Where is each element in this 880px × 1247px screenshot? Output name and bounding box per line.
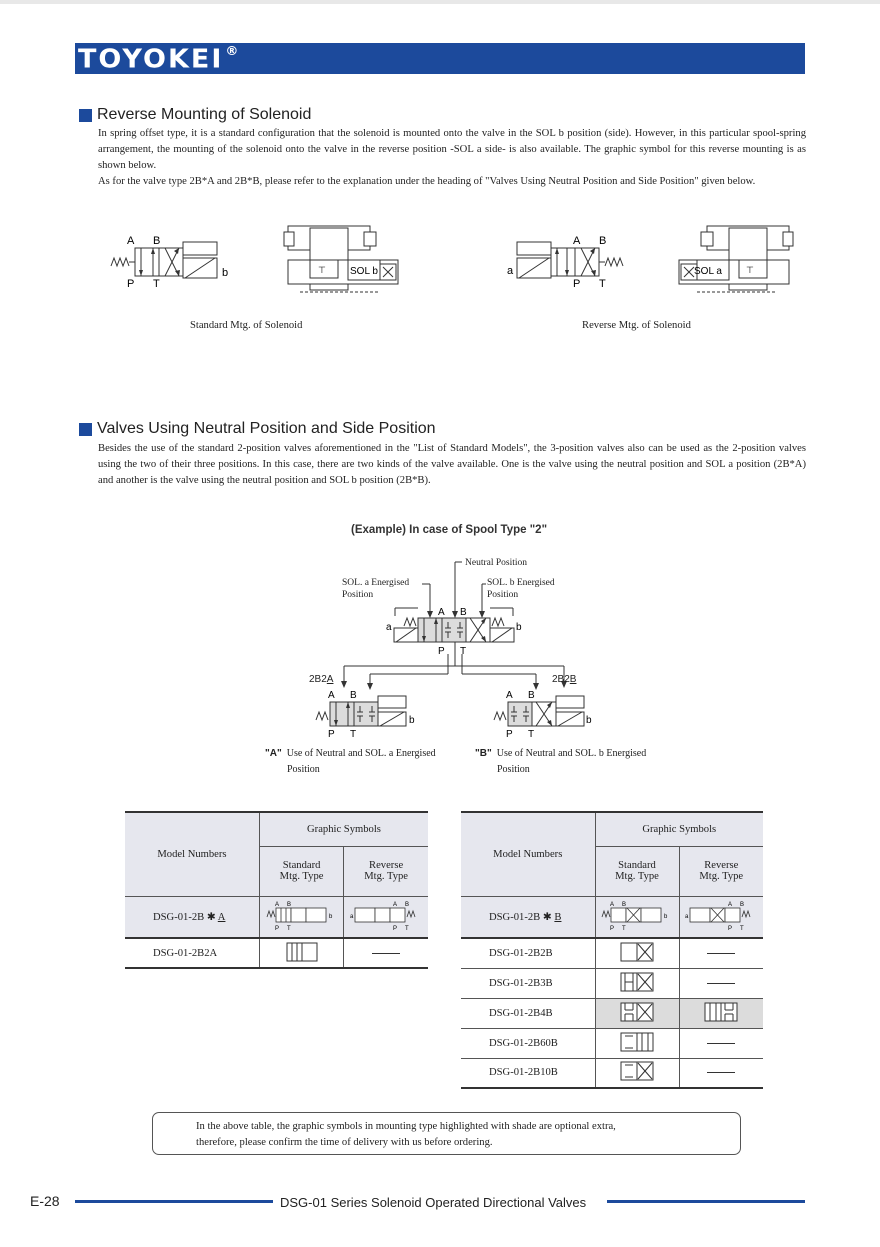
reverse-symbol-cell bbox=[344, 938, 428, 968]
svg-text:P: P bbox=[274, 926, 279, 932]
reverse-symbol-cell bbox=[679, 896, 763, 938]
table-row-model: DSG-01-2B3B bbox=[461, 968, 595, 998]
sol-a-energised-label: SOL. a Energised Position bbox=[342, 578, 410, 600]
svg-text:B: B bbox=[405, 902, 410, 909]
not-available-dash bbox=[707, 983, 735, 984]
svg-text:B: B bbox=[599, 235, 607, 247]
reverse-mounting-drawing bbox=[672, 224, 797, 300]
svg-text:⊤: ⊤ bbox=[746, 265, 754, 275]
svg-text:SOL b: SOL b bbox=[350, 266, 378, 277]
optional-extra-note: In the above table, the graphic symbols in mounting type highlighted with shade are optional extra, therefore, please confirm the time of delivery with us before ordering. bbox=[152, 1112, 741, 1155]
svg-text:b: b bbox=[516, 622, 522, 633]
table-row-header-model: DSG-01-2B ✱ B bbox=[461, 896, 595, 938]
heading-square-icon bbox=[79, 423, 92, 436]
valve-symbol-icon bbox=[620, 1060, 654, 1082]
svg-text:P: P bbox=[610, 926, 615, 932]
svg-text:A: A bbox=[328, 690, 335, 701]
svg-text:T: T bbox=[350, 729, 357, 740]
svg-text:A: A bbox=[127, 235, 135, 247]
svg-text:T: T bbox=[460, 646, 467, 657]
standard-symbol-cell bbox=[259, 938, 343, 968]
svg-text:B: B bbox=[740, 902, 745, 909]
col-standard-mtg: Standard Mtg. Type bbox=[259, 846, 343, 896]
svg-text:b: b bbox=[409, 715, 415, 726]
neutral-position-label: Neutral Position bbox=[465, 558, 528, 568]
svg-text:⊤: ⊤ bbox=[318, 265, 326, 275]
not-available-dash bbox=[372, 953, 400, 954]
valve-symbol-icon bbox=[265, 899, 339, 931]
col-model-numbers: Model Numbers bbox=[461, 812, 595, 896]
svg-text:B: B bbox=[350, 690, 357, 701]
valve-symbol-icon bbox=[620, 1001, 654, 1023]
svg-text:T: T bbox=[599, 278, 606, 290]
svg-text:b: b bbox=[664, 914, 668, 921]
paragraph: In spring offset type, it is a standard configuration that the solenoid is mounted onto the valve in the SOL b position (side). However, in this particular spool-spring arrangement, the mounting of the solenoid onto the valve in the reverse position -SOL a side- is also available. The graphic symbol for this reverse mounting is as shown below. bbox=[98, 128, 806, 171]
col-model-numbers: Model Numbers bbox=[125, 812, 259, 896]
reverse-symbol-cell bbox=[344, 896, 428, 938]
valve-symbol-icon bbox=[286, 941, 318, 963]
svg-text:T: T bbox=[153, 278, 160, 290]
svg-text:P: P bbox=[573, 278, 581, 290]
svg-text:P: P bbox=[328, 729, 335, 740]
svg-text:b: b bbox=[222, 267, 229, 279]
not-available-dash bbox=[707, 1072, 735, 1073]
svg-text:a: a bbox=[350, 914, 354, 921]
svg-text:B: B bbox=[286, 902, 291, 909]
footer-title: DSG-01 Series Solenoid Operated Directional Valves bbox=[280, 1195, 587, 1210]
svg-text:A: A bbox=[573, 235, 581, 247]
standard-symbol-cell bbox=[595, 1028, 679, 1058]
footer-rule-right bbox=[607, 1200, 805, 1203]
brand-logo: TOYOKEI ® bbox=[78, 44, 239, 75]
valve-symbol-icon bbox=[684, 899, 758, 931]
svg-text:b: b bbox=[586, 715, 592, 726]
col-graphic-symbols: Graphic Symbols bbox=[595, 812, 763, 846]
svg-text:a: a bbox=[386, 622, 392, 633]
not-available-dash bbox=[707, 1043, 735, 1044]
valve-symbol-icon bbox=[620, 971, 654, 993]
valve-symbol-icon bbox=[704, 1001, 738, 1023]
heading-square-icon bbox=[79, 109, 92, 122]
reverse-mounting-symbol bbox=[505, 228, 635, 292]
svg-text:A: A bbox=[506, 690, 513, 701]
standard-mounting-caption: Standard Mtg. of Solenoid bbox=[190, 320, 303, 331]
standard-symbol-cell bbox=[595, 998, 679, 1028]
section-neutral-position-text bbox=[98, 441, 806, 489]
table-row-model: DSG-01-2B60B bbox=[461, 1028, 595, 1058]
standard-symbol-cell bbox=[595, 896, 679, 938]
svg-text:P: P bbox=[438, 646, 445, 657]
model-2b2a-label: 2B2A bbox=[309, 674, 334, 685]
svg-text:b: b bbox=[328, 914, 332, 921]
reverse-mounting-caption: Reverse Mtg. of Solenoid bbox=[582, 320, 691, 331]
section-reverse-mounting-heading: Reverse Mounting of Solenoid bbox=[79, 106, 311, 124]
col-reverse-mtg: Reverse Mtg. Type bbox=[679, 846, 763, 896]
standard-symbol-cell bbox=[595, 1058, 679, 1088]
table-row-model: DSG-01-2B4B bbox=[461, 998, 595, 1028]
svg-text:A: A bbox=[393, 902, 398, 909]
note-b: "B" Use of Neutral and SOL. b Energised Position bbox=[475, 748, 647, 775]
valve-symbol-icon bbox=[620, 941, 654, 963]
svg-text:B: B bbox=[460, 607, 467, 618]
table-row-model: DSG-01-2B2B bbox=[461, 938, 595, 968]
example-title: (Example) In case of Spool Type "2" bbox=[351, 524, 548, 536]
svg-text:A: A bbox=[728, 902, 733, 909]
reverse-symbol-cell bbox=[679, 1058, 763, 1088]
svg-text:P: P bbox=[127, 278, 135, 290]
sol-b-energised-label: SOL. b Energised Position bbox=[487, 578, 555, 600]
svg-text:A: A bbox=[274, 902, 279, 909]
table-row-model: DSG-01-2B2A bbox=[125, 938, 259, 968]
svg-text:P: P bbox=[393, 926, 398, 932]
svg-text:T: T bbox=[740, 926, 744, 932]
reverse-symbol-cell bbox=[679, 938, 763, 968]
standard-mounting-symbol bbox=[105, 228, 240, 292]
svg-text:SOL a: SOL a bbox=[694, 266, 722, 277]
svg-text:a: a bbox=[507, 265, 514, 277]
table-row-model: DSG-01-2B10B bbox=[461, 1058, 595, 1088]
model-table-2ba bbox=[125, 811, 428, 969]
svg-text:P: P bbox=[506, 729, 513, 740]
col-reverse-mtg: Reverse Mtg. Type bbox=[344, 846, 428, 896]
svg-text:a: a bbox=[685, 914, 689, 921]
standard-symbol-cell bbox=[595, 968, 679, 998]
section-reverse-mounting-text bbox=[98, 126, 806, 190]
svg-text:T: T bbox=[405, 926, 409, 932]
model-2b2b-label: 2B2B bbox=[552, 674, 577, 685]
valve-symbol-icon bbox=[620, 1031, 654, 1053]
note-a: "A" Use of Neutral and SOL. a Energised Position bbox=[265, 748, 436, 775]
svg-text:P: P bbox=[728, 926, 733, 932]
paragraph: Besides the use of the standard 2-position valves aforementioned in the "List of Standard Models", the 3-position valves also can be used as the 2-position valves using the two of their three positions. In this case, there are two kinds of the valve available. One is the valve using the neutral position and SOL a position (2B*A) and another is the valve using the neutral position and SOL b position (2B*B). bbox=[98, 443, 806, 486]
svg-text:T: T bbox=[528, 729, 535, 740]
reverse-symbol-cell bbox=[679, 1028, 763, 1058]
not-available-dash bbox=[707, 953, 735, 954]
svg-text:T: T bbox=[286, 926, 291, 932]
col-graphic-symbols: Graphic Symbols bbox=[259, 812, 428, 846]
standard-symbol-cell bbox=[595, 938, 679, 968]
section-neutral-position-heading: Valves Using Neutral Position and Side Position bbox=[79, 420, 436, 438]
valve-symbol-icon bbox=[349, 899, 423, 931]
svg-text:T: T bbox=[622, 926, 626, 932]
svg-text:A: A bbox=[610, 902, 615, 909]
reverse-symbol-cell bbox=[679, 968, 763, 998]
valve-symbol-icon bbox=[600, 899, 674, 931]
paragraph: As for the valve type 2B*A and 2B*B, please refer to the explanation under the heading of "Valves Using Neutral Position and Side Position" given below. bbox=[98, 176, 756, 187]
standard-mounting-drawing bbox=[280, 224, 405, 300]
svg-text:A: A bbox=[438, 607, 445, 618]
standard-symbol-cell bbox=[259, 896, 343, 938]
page-number: E-28 bbox=[30, 1193, 60, 1209]
top-rule bbox=[0, 0, 880, 4]
svg-text:B: B bbox=[622, 902, 627, 909]
model-table-2bb bbox=[461, 811, 763, 1089]
reverse-symbol-cell bbox=[679, 998, 763, 1028]
table-row-header-model: DSG-01-2B ✱ A bbox=[125, 896, 259, 938]
svg-text:B: B bbox=[153, 235, 161, 247]
col-standard-mtg: Standard Mtg. Type bbox=[595, 846, 679, 896]
svg-text:B: B bbox=[528, 690, 535, 701]
footer-rule-left bbox=[75, 1200, 273, 1203]
